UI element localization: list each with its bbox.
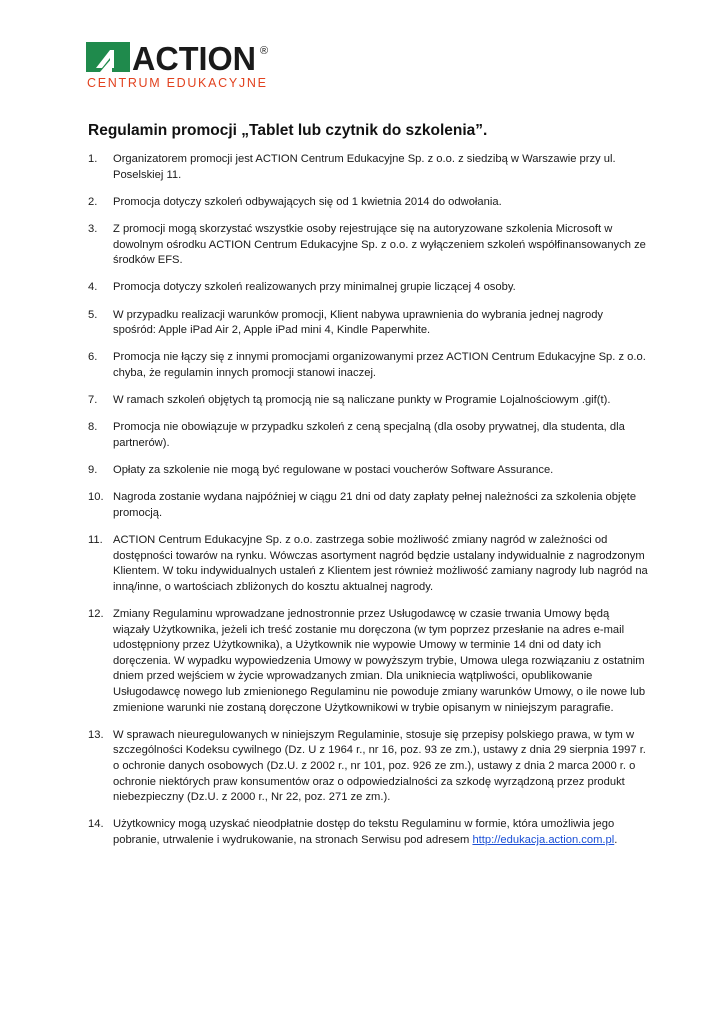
rule-text-body: Nagroda zostanie wydana najpóźniej w ciągu 21 dni od daty zapłaty pełnej należności za szkolenia objęte promocją. xyxy=(113,491,637,519)
rule-text-body: Opłaty za szkolenie nie mogą być regulowane w postaci voucherów Software Assurance. xyxy=(113,464,554,477)
rule-number: 10. xyxy=(88,491,104,504)
rule-text-body: W przypadku realizacji warunków promocji, Klient nabywa uprawnienia do wybrania jednej nagrody spośród: Apple iPad Air 2, Apple iPad mini 4, Kindle Paperwhite. xyxy=(113,308,604,337)
rule-text xyxy=(113,728,648,806)
rule-text xyxy=(113,393,648,409)
regulations-link[interactable]: http://edukacja.action.com.pl xyxy=(472,833,615,846)
rule-number: 6. xyxy=(88,351,98,364)
rule-text-body: ACTION Centrum Edukacyjne Sp. z o.o. zastrzega sobie możliwość zmiany nagród w zależności od dostępności towarów na rynku. Wówczas asortyment nagród będzie ustalany indywidualnie z nagrodzonym Klientem. W toku indywidualnych ustaleń z Klientem jest również możliwość zamiany nagrody lub nagród na inną/inne, o wartościach zbliżonych do kosztu aktualnej nagrody. xyxy=(113,534,648,593)
rule-number: 14. xyxy=(88,818,104,831)
rule-text xyxy=(113,280,648,296)
logo-registered-mark: ® xyxy=(260,45,269,57)
rule-item xyxy=(88,393,648,409)
rule-text xyxy=(113,308,648,339)
rule-number: 12. xyxy=(88,608,104,620)
rule-item xyxy=(88,607,648,716)
rule-number: 9. xyxy=(88,464,98,477)
rule-text xyxy=(113,490,648,521)
rule-number: 8. xyxy=(88,421,98,434)
rule-number: 3. xyxy=(88,222,98,235)
rule-number: 4. xyxy=(88,281,98,294)
rule-text xyxy=(113,350,648,381)
rule-item xyxy=(88,222,648,269)
rule-item xyxy=(88,152,648,183)
action-logo-mark xyxy=(86,42,276,72)
rule-text xyxy=(113,152,648,183)
rule-text-body: Zmiany Regulaminu wprowadzane jednostronnie przez Usługodawcę w czasie trwania Umowy będą wiązały Użytkownika, jeżeli ich treść zostanie mu doręczona (w tym poprzez przesłanie na adres e-mail udostępniony przez Użytkownika), a Użytkownik nie wypowie Umowy w terminie 14 dni od daty ich doręczenia. W wypadku wypowiedzenia Umowy w powyższym trybie, Umowa ulega rozwiązaniu z ostatnim dniem przed wejściem w życie wprowadzanych zmian. Dla unikniecia wątpliwości, opublikowanie Usługodawcę nowego lub zmienionego Regulaminu nie powoduje zmiany warunków Umowy, o ile nowe lub zmienione warunki nie zostaną doręczone Użytkownikowi w trybie opisanym w niniejszym paragrafie. xyxy=(113,608,646,714)
rule-item xyxy=(88,308,648,339)
rule-text xyxy=(113,817,648,848)
rule-text-body: Promocja dotyczy szkoleń odbywających się od 1 kwietnia 2014 do odwołania. xyxy=(113,195,502,208)
rule-item xyxy=(88,195,648,211)
rule-text xyxy=(113,607,648,716)
rule-text-body: Promocja nie łączy się z innymi promocjami organizowanymi przez ACTION Centrum Edukacyjne Sp. z o.o. chyba, że regulamin innych promocji stanowi inaczej. xyxy=(113,351,646,379)
rule-item xyxy=(88,728,648,806)
rule-text-body: Promocja dotyczy szkoleń realizowanych przy minimalnej grupie liczącej 4 osoby. xyxy=(113,281,516,294)
rule-text xyxy=(113,420,648,451)
rule-text-body: Użytkownicy mogą uzyskać nieodpłatnie dostęp do tekstu Regulaminu w formie, która umożliwia jego pobranie, utrwalenie i wydrukowanie, na stronach Serwisu pod adresem xyxy=(113,818,615,846)
rule-text-body: W ramach szkoleń objętych tą promocją nie są naliczane punkty w Programie Lojalnościowym .gif(t). xyxy=(113,394,611,407)
rule-number: 13. xyxy=(88,728,104,741)
rule-number: 11. xyxy=(88,534,103,547)
rule-text xyxy=(113,463,648,479)
rule-number: 7. xyxy=(88,394,98,407)
rule-item xyxy=(88,817,648,848)
rule-text-body: Organizatorem promocji jest ACTION Centrum Edukacyjne Sp. z o.o. z siedzibą w Warszawie przy ul. Poselskiej 11. xyxy=(113,153,616,181)
rule-text xyxy=(113,195,648,211)
rule-text xyxy=(113,222,648,269)
rule-item xyxy=(88,420,648,451)
logo-brand-text: ACTION xyxy=(132,42,256,72)
rule-text-suffix: . xyxy=(614,833,618,846)
rule-item xyxy=(88,533,648,595)
logo-subtitle: CENTRUM EDUKACYJNE xyxy=(87,76,268,90)
rule-item xyxy=(88,463,648,479)
rule-text-body: Promocja nie obowiązuje w przypadku szkoleń z ceną specjalną (dla osoby prywatnej, dla studenta, dla partnerów). xyxy=(113,421,625,449)
rule-item xyxy=(88,490,648,521)
rule-text-body: Z promocji mogą skorzystać wszystkie osoby rejestrujące się na autoryzowane szkolenia Microsoft w dowolnym ośrodku ACTION Centrum Edukacyjne Sp. z o.o. z wyłączeniem szkoleń współfinansowanych ze środków EFS. xyxy=(113,222,646,267)
rule-text-body: W sprawach nieuregulowanych w niniejszym Regulaminie, stosuje się przepisy polskiego prawa, w tym w szczególności Kodeksu cywilnego (Dz. U z 1964 r., nr 16, poz. 93 ze zm.), ustawy z dnia 29 sierpnia 1997 r. o ochronie danych osobowych (Dz.U. z 2002 r., nr 101, poz. 926 ze zm.), ustawy z dnia 2 marca 2000 r. o ochronie niektórych praw konsumentów oraz o odpowiedzialności za szkodę wyrządzoną przez produkt niebezpieczny (Dz.U. z 2000 r., Nr 22, poz. 271 ze zm.). xyxy=(113,728,646,804)
page-title: Regulamin promocji „Tablet lub czytnik do szkolenia”. xyxy=(88,122,488,139)
rule-text xyxy=(113,533,648,595)
rule-number: 1. xyxy=(88,153,98,165)
rules-list xyxy=(88,152,648,860)
rule-number: 2. xyxy=(88,195,98,208)
rule-item xyxy=(88,280,648,296)
rule-number: 5. xyxy=(88,308,98,321)
rule-item xyxy=(88,350,648,381)
